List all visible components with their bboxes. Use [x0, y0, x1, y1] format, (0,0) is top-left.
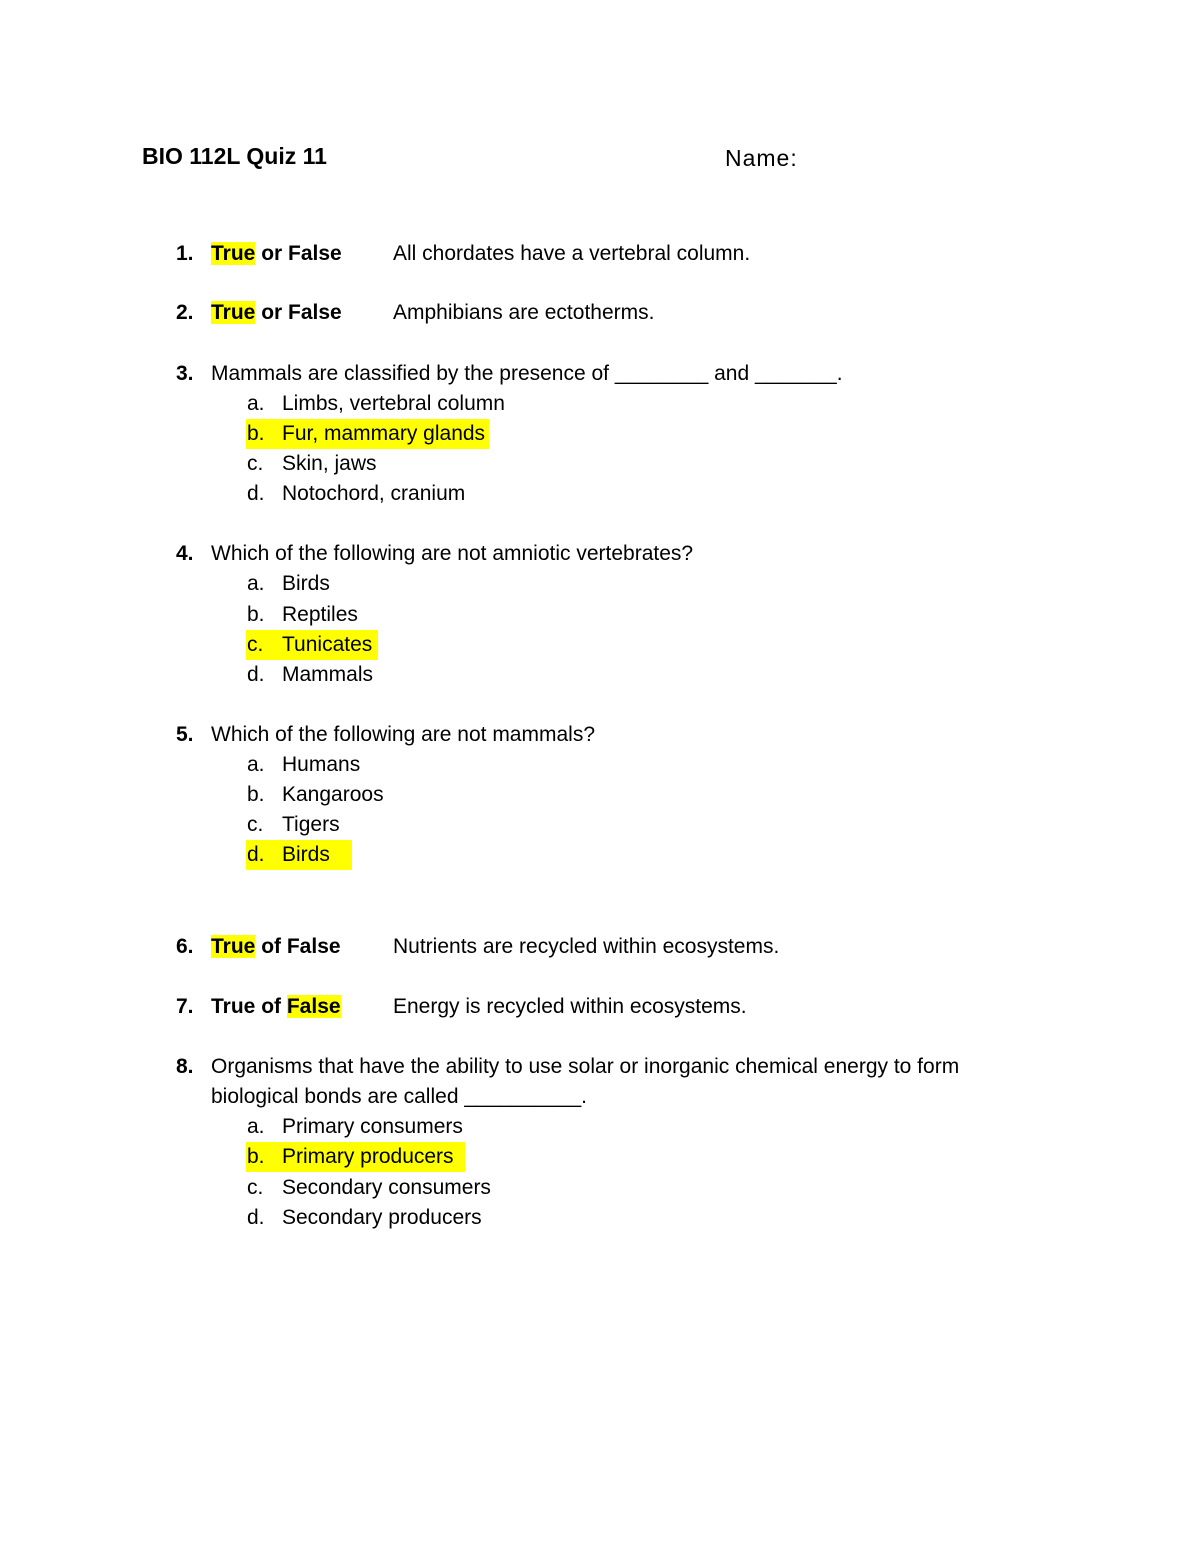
name-label: Name: — [725, 145, 798, 171]
option-letter: b. — [247, 783, 265, 806]
question-text: Organisms that have the ability to use solar or inorganic chemical energy to form — [211, 1055, 960, 1078]
option-letter: d. — [247, 663, 265, 686]
option-text: Mammals — [282, 663, 374, 686]
option-letter: c. — [247, 813, 264, 836]
tf-connector: of — [255, 995, 287, 1018]
question-number: 2. — [176, 301, 194, 324]
option-text: Birds — [282, 843, 330, 866]
option-text: Tunicates — [282, 633, 373, 656]
answer-true: True — [211, 995, 256, 1018]
quiz-title: BIO 112L Quiz 11 — [142, 143, 327, 169]
answer-true: True — [211, 242, 256, 265]
question-statement: Amphibians are ectotherms. — [393, 301, 655, 324]
question-number: 8. — [176, 1055, 194, 1078]
answer-false: False — [286, 995, 341, 1018]
option-text: Primary consumers — [282, 1115, 463, 1138]
true-false-choice — [211, 992, 341, 1022]
question-text: Mammals are classified by the presence of ________ and _______. — [211, 362, 843, 385]
question-number: 5. — [176, 723, 194, 746]
option-text: Limbs, vertebral column — [282, 392, 505, 415]
true-false-choice — [211, 298, 342, 328]
answer-true: True — [211, 301, 256, 324]
question-statement: Energy is recycled within ecosystems. — [393, 995, 747, 1018]
question-text-continued: biological bonds are called __________. — [211, 1085, 587, 1108]
tf-connector: or — [255, 301, 289, 324]
option-text: Reptiles — [282, 603, 358, 626]
option-text: Kangaroos — [282, 783, 384, 806]
option-text: Tigers — [282, 813, 340, 836]
option-letter: c. — [247, 1176, 264, 1199]
option-letter: b. — [247, 422, 265, 445]
question-number: 1. — [176, 242, 194, 265]
question-number: 3. — [176, 362, 194, 385]
option-text: Humans — [282, 753, 361, 776]
tf-connector: or — [255, 242, 289, 265]
option-text: Fur, mammary glands — [282, 422, 486, 445]
answer-false: False — [286, 935, 341, 958]
option-text: Secondary producers — [282, 1206, 482, 1229]
option-text: Primary producers — [282, 1145, 454, 1168]
question-text: Which of the following are not mammals? — [211, 723, 595, 746]
option-letter: d. — [247, 1206, 265, 1229]
answer-true: True — [211, 935, 256, 958]
true-false-choice — [211, 932, 341, 962]
option-text: Skin, jaws — [282, 452, 377, 475]
option-text: Notochord, cranium — [282, 482, 466, 505]
answer-false: False — [288, 301, 342, 324]
option-text: Birds — [282, 572, 330, 595]
option-letter: c. — [247, 633, 264, 656]
option-letter: a. — [247, 392, 265, 415]
question-statement: Nutrients are recycled within ecosystems. — [393, 935, 780, 958]
option-letter: b. — [247, 1145, 265, 1168]
question-number: 4. — [176, 542, 194, 565]
question-number: 7. — [176, 995, 194, 1018]
option-letter: c. — [247, 452, 264, 475]
question-statement: All chordates have a vertebral column. — [393, 242, 751, 265]
option-letter: a. — [247, 1115, 265, 1138]
option-letter: a. — [247, 753, 265, 776]
question-number: 6. — [176, 935, 194, 958]
question-text: Which of the following are not amniotic vertebrates? — [211, 542, 694, 565]
option-letter: d. — [247, 843, 265, 866]
option-letter: b. — [247, 603, 265, 626]
option-letter: a. — [247, 572, 265, 595]
true-false-choice — [211, 239, 342, 269]
option-letter: d. — [247, 482, 265, 505]
answer-false: False — [288, 242, 342, 265]
option-text: Secondary consumers — [282, 1176, 491, 1199]
tf-connector: of — [255, 935, 287, 958]
